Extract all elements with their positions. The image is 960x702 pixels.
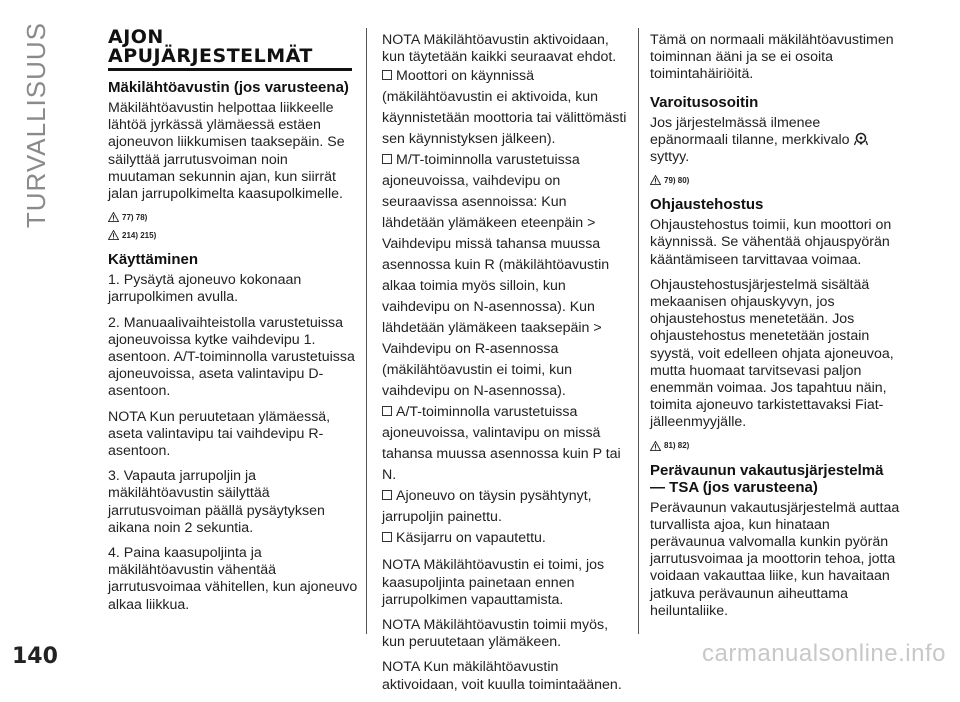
- heading-power-steering: Ohjaustehostus: [650, 196, 764, 214]
- warning-triangle-icon: [108, 230, 119, 240]
- column-divider: [366, 28, 367, 634]
- checkbox-square-icon: [382, 406, 392, 416]
- warning-reference-numbers: 79) 80): [664, 175, 690, 185]
- checkbox-square-icon: [382, 154, 392, 164]
- warning-triangle-icon: [650, 441, 661, 451]
- condition-text: A/T-toiminnolla varustetuissa ajoneuvoissa, valintavipu on missä tahansa muussa asennossa kuin P tai N.: [382, 404, 621, 484]
- condition-item: [382, 528, 632, 549]
- note-operation-sound: NOTA Kun mäkilähtöavustin aktivoidaan, voit kuulla toimintaäänen.: [382, 659, 622, 693]
- heading-usage: Käyttäminen: [108, 251, 199, 269]
- condition-text: M/T-toiminnolla varustetuissa ajoneuvoissa, vaihdevipu on seuraavissa asennoissa: Kun lähdetään ylämäkeen eteenpäin > Vaihdevipu missä tahansa muussa asennossa kuin R (mäkilähtöavustin alkaa toimia myös silloin, kun vaihdevipu on N-asennossa). Kun lähdetään ylämäkeen taaksepäin > Vaihdevipu on R-asennossa (mäkilähtöavustin ei toimi, kun vaihdevipu on N-asennossa).: [382, 152, 610, 400]
- paragraph-normal-sound: Tämä on normaali mäkilähtöavustimen toiminnan ääni ja se ei osoita toimintahäiriöitä.: [650, 32, 894, 83]
- condition-text: Moottori on käynnissä (mäkilähtöavustin ei aktivoida, kun käynnistetään moottoria tai välittömästi sen käynnistyksen jälkeen).: [382, 68, 627, 148]
- heading-warning-indicator: Varoitusosoitin: [650, 93, 759, 111]
- note-reversing: NOTA Mäkilähtöavustin toimii myös, kun peruutetaan ylämäkeen.: [382, 617, 609, 651]
- column-divider: [638, 28, 639, 634]
- page-number: 140: [12, 644, 58, 669]
- note-reverse-uphill: NOTA Kun peruutetaan ylämäessä, aseta valintavipu tai vaihdevipu R-asentoon.: [108, 408, 331, 460]
- attention-reference: [108, 229, 358, 241]
- column-3: [650, 32, 900, 628]
- section-title-line2: APUJÄRJESTELMÄT: [108, 47, 352, 71]
- warning-indicator-text-a: Jos järjestelmässä ilmenee epänormaali tilanne, merkkivalo: [650, 114, 850, 148]
- conditions-intro: NOTA Mäkilähtöavustin aktivoidaan, kun täytetään kaikki seuraavat ehdot.: [382, 32, 617, 66]
- column-1: [108, 28, 358, 622]
- usage-step-3: 3. Vapauta jarrupoljin ja mäkilähtöavustin säilyttää jarrutusvoiman päällä pysäytyksen aikana noin 2 sekuntia.: [108, 468, 325, 536]
- condition-item: [382, 150, 632, 402]
- condition-text: Käsijarru on vapautettu.: [396, 530, 546, 547]
- paragraph-warning-indicator: [650, 115, 900, 167]
- warning-indicator-text-b: syttyy.: [650, 149, 690, 166]
- condition-item: [382, 402, 632, 486]
- attention-reference-numbers: 214) 215): [122, 230, 157, 240]
- paragraph-power-steering-2: Ohjaustehostusjärjestelmä sisältää mekaanisen ohjauskyvyn, jos ohjaustehostus menetetään. Jos ohjaustehostus menetetään jostain syystä, voit edelleen ohjata ajoneuvoa, mutta huomaat tarvitsevasi paljon enemmän voimaa. Jos tapahtuu näin, toimita ajoneuvo tarkistettavaksi Fiat-jälleenmyyjälle.: [650, 276, 894, 431]
- section-title-line1: AJON: [108, 26, 164, 48]
- condition-text: Ajoneuvo on täysin pysähtynyt, jarrupoljin painettu.: [382, 488, 592, 526]
- watermark: carmanualsonline.info: [702, 640, 946, 667]
- paragraph-tsa: Perävaunun vakautusjärjestelmä auttaa turvallista ajoa, kun hinataan perävaunua valvomalla kunkin pyörän jarrutusvoimaa ja moottorin tehoa, jotta voidaan vakauttaa liike, kun havaitaan jatkuva perävaunun aiheuttama heiluntaliike.: [650, 499, 900, 619]
- warning-triangle-icon: [108, 212, 119, 222]
- steering-warning-lamp-icon: [853, 132, 869, 146]
- checkbox-square-icon: [382, 532, 392, 542]
- heading-hill-start: Mäkilähtöavustin (jos varusteena): [108, 79, 349, 96]
- checkbox-square-icon: [382, 490, 392, 500]
- paragraph-power-steering-1: Ohjaustehostus toimii, kun moottori on käynnissä. Se vähentää ohjauspyörän kääntämiseen tarvittavaa voimaa.: [650, 217, 892, 268]
- usage-step-2: 2. Manuaalivaihteistolla varustetuissa ajoneuvoissa kytke vaihdevipu 1. asentoon. A/T-toiminnolla varustetuissa ajoneuvoissa, aseta valintavipu D-asentoon.: [108, 314, 355, 400]
- warning-reference-numbers: 81) 82): [664, 441, 690, 451]
- condition-item: [382, 486, 632, 528]
- paragraph-hill-intro: Mäkilähtöavustin helpottaa liikkeelle lähtöä jyrkässä ylämäessä estäen ajoneuvon liikkumisen taaksepäin. Se säilyttää jarrutusvoiman noin muutaman sekunnin ajan, kun siirrät jalan jarrupolkimelta kaasupolkimelle.: [108, 100, 345, 203]
- checkbox-square-icon: [382, 70, 392, 80]
- warning-reference-numbers: 77) 78): [122, 212, 148, 222]
- section-side-label: [6, 22, 66, 229]
- warning-reference: [108, 211, 358, 223]
- usage-step-1: 1. Pysäytä ajoneuvo kokonaan jarrupolkimen avulla.: [108, 272, 302, 306]
- section-side-label-text: TURVALLISUUS: [20, 22, 51, 229]
- column-2: [382, 32, 632, 702]
- section-title: [108, 28, 358, 71]
- warning-triangle-icon: [650, 175, 661, 185]
- heading-tsa: Perävaunun vakautusjärjestelmä — TSA (jos varusteena): [650, 461, 884, 496]
- warning-reference: [650, 174, 900, 186]
- condition-item: [382, 66, 632, 150]
- usage-step-4: 4. Paina kaasupoljinta ja mäkilähtöavustin vähentää jarrutusvoimaa vähitellen, kun ajoneuvo alkaa liikkua.: [108, 545, 358, 613]
- warning-reference: [650, 440, 900, 452]
- note-accelerator: NOTA Mäkilähtöavustin ei toimi, jos kaasupoljinta painetaan ennen jarrupolkimen vapauttamista.: [382, 557, 605, 608]
